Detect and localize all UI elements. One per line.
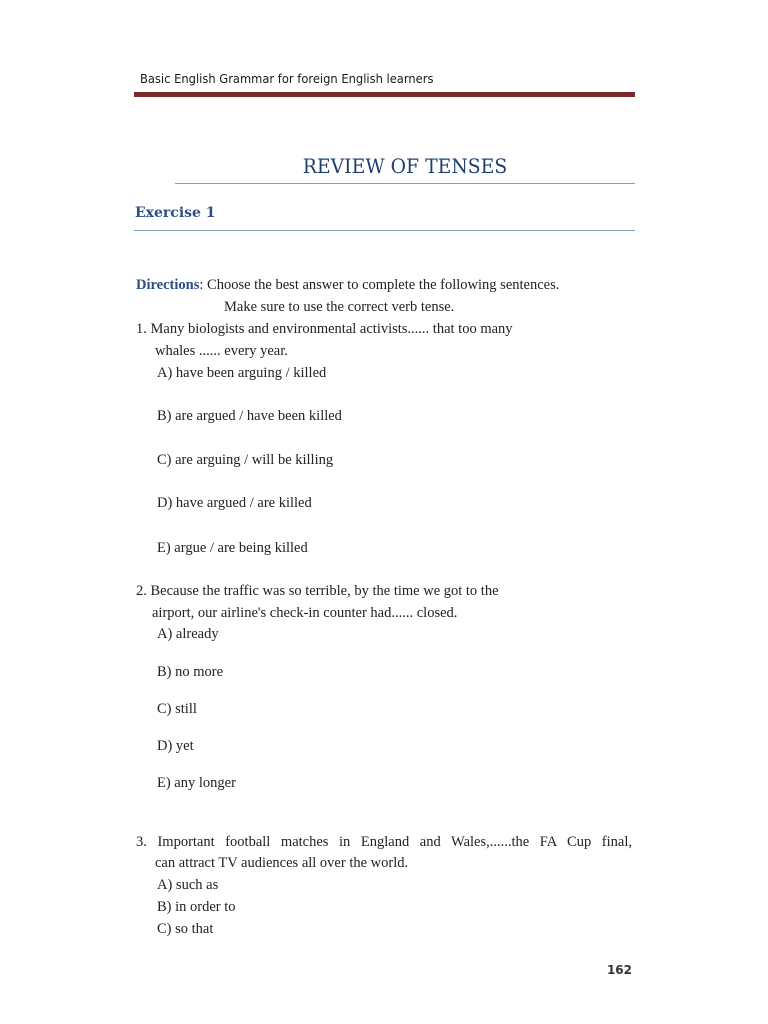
exercise-heading: Exercise 1 xyxy=(135,205,216,221)
question-1-option-e: E) argue / are being killed xyxy=(157,540,308,556)
directions-line-2: Make sure to use the correct verb tense. xyxy=(224,299,455,315)
question-2-option-c: C) still xyxy=(157,701,197,717)
question-3-option-a: A) such as xyxy=(157,877,219,893)
question-1-option-c: C) are arguing / will be killing xyxy=(157,452,334,468)
question-1-option-b: B) are argued / have been killed xyxy=(157,408,342,424)
question-3-line-1: 3. Important football matches in England and Wales,......the FA Cup final, xyxy=(136,834,632,850)
page-number: 162 xyxy=(606,963,632,977)
directions-label: Directions xyxy=(136,277,200,293)
question-2-option-a: A) already xyxy=(157,626,219,642)
directions-text: : Choose the best answer to complete the following sentences. xyxy=(199,277,560,293)
directions-line-1 xyxy=(136,276,559,294)
header-divider xyxy=(134,92,635,97)
question-3-option-b: B) in order to xyxy=(157,899,236,915)
question-1-line-2: whales ...... every year. xyxy=(155,343,288,359)
question-2-option-b: B) no more xyxy=(157,664,224,680)
question-2-option-e: E) any longer xyxy=(157,775,236,791)
question-1-line-1: 1. Many biologists and environmental activists...... that too many xyxy=(136,321,513,337)
question-2-line-1: 2. Because the traffic was so terrible, by the time we got to the xyxy=(136,583,499,599)
exercise-divider xyxy=(134,230,635,231)
running-header-title: Basic English Grammar for foreign English learners xyxy=(140,71,434,86)
question-3-option-c: C) so that xyxy=(157,921,214,937)
chapter-title-divider xyxy=(175,183,635,184)
question-1-option-d: D) have argued / are killed xyxy=(157,495,312,511)
question-2-line-2: airport, our airline's check-in counter had...... closed. xyxy=(152,605,458,621)
question-3-line-2: can attract TV audiences all over the world. xyxy=(155,855,409,871)
question-2-option-d: D) yet xyxy=(157,738,194,754)
chapter-title: REVIEW OF TENSES xyxy=(302,154,508,178)
question-1-option-a: A) have been arguing / killed xyxy=(157,365,327,381)
